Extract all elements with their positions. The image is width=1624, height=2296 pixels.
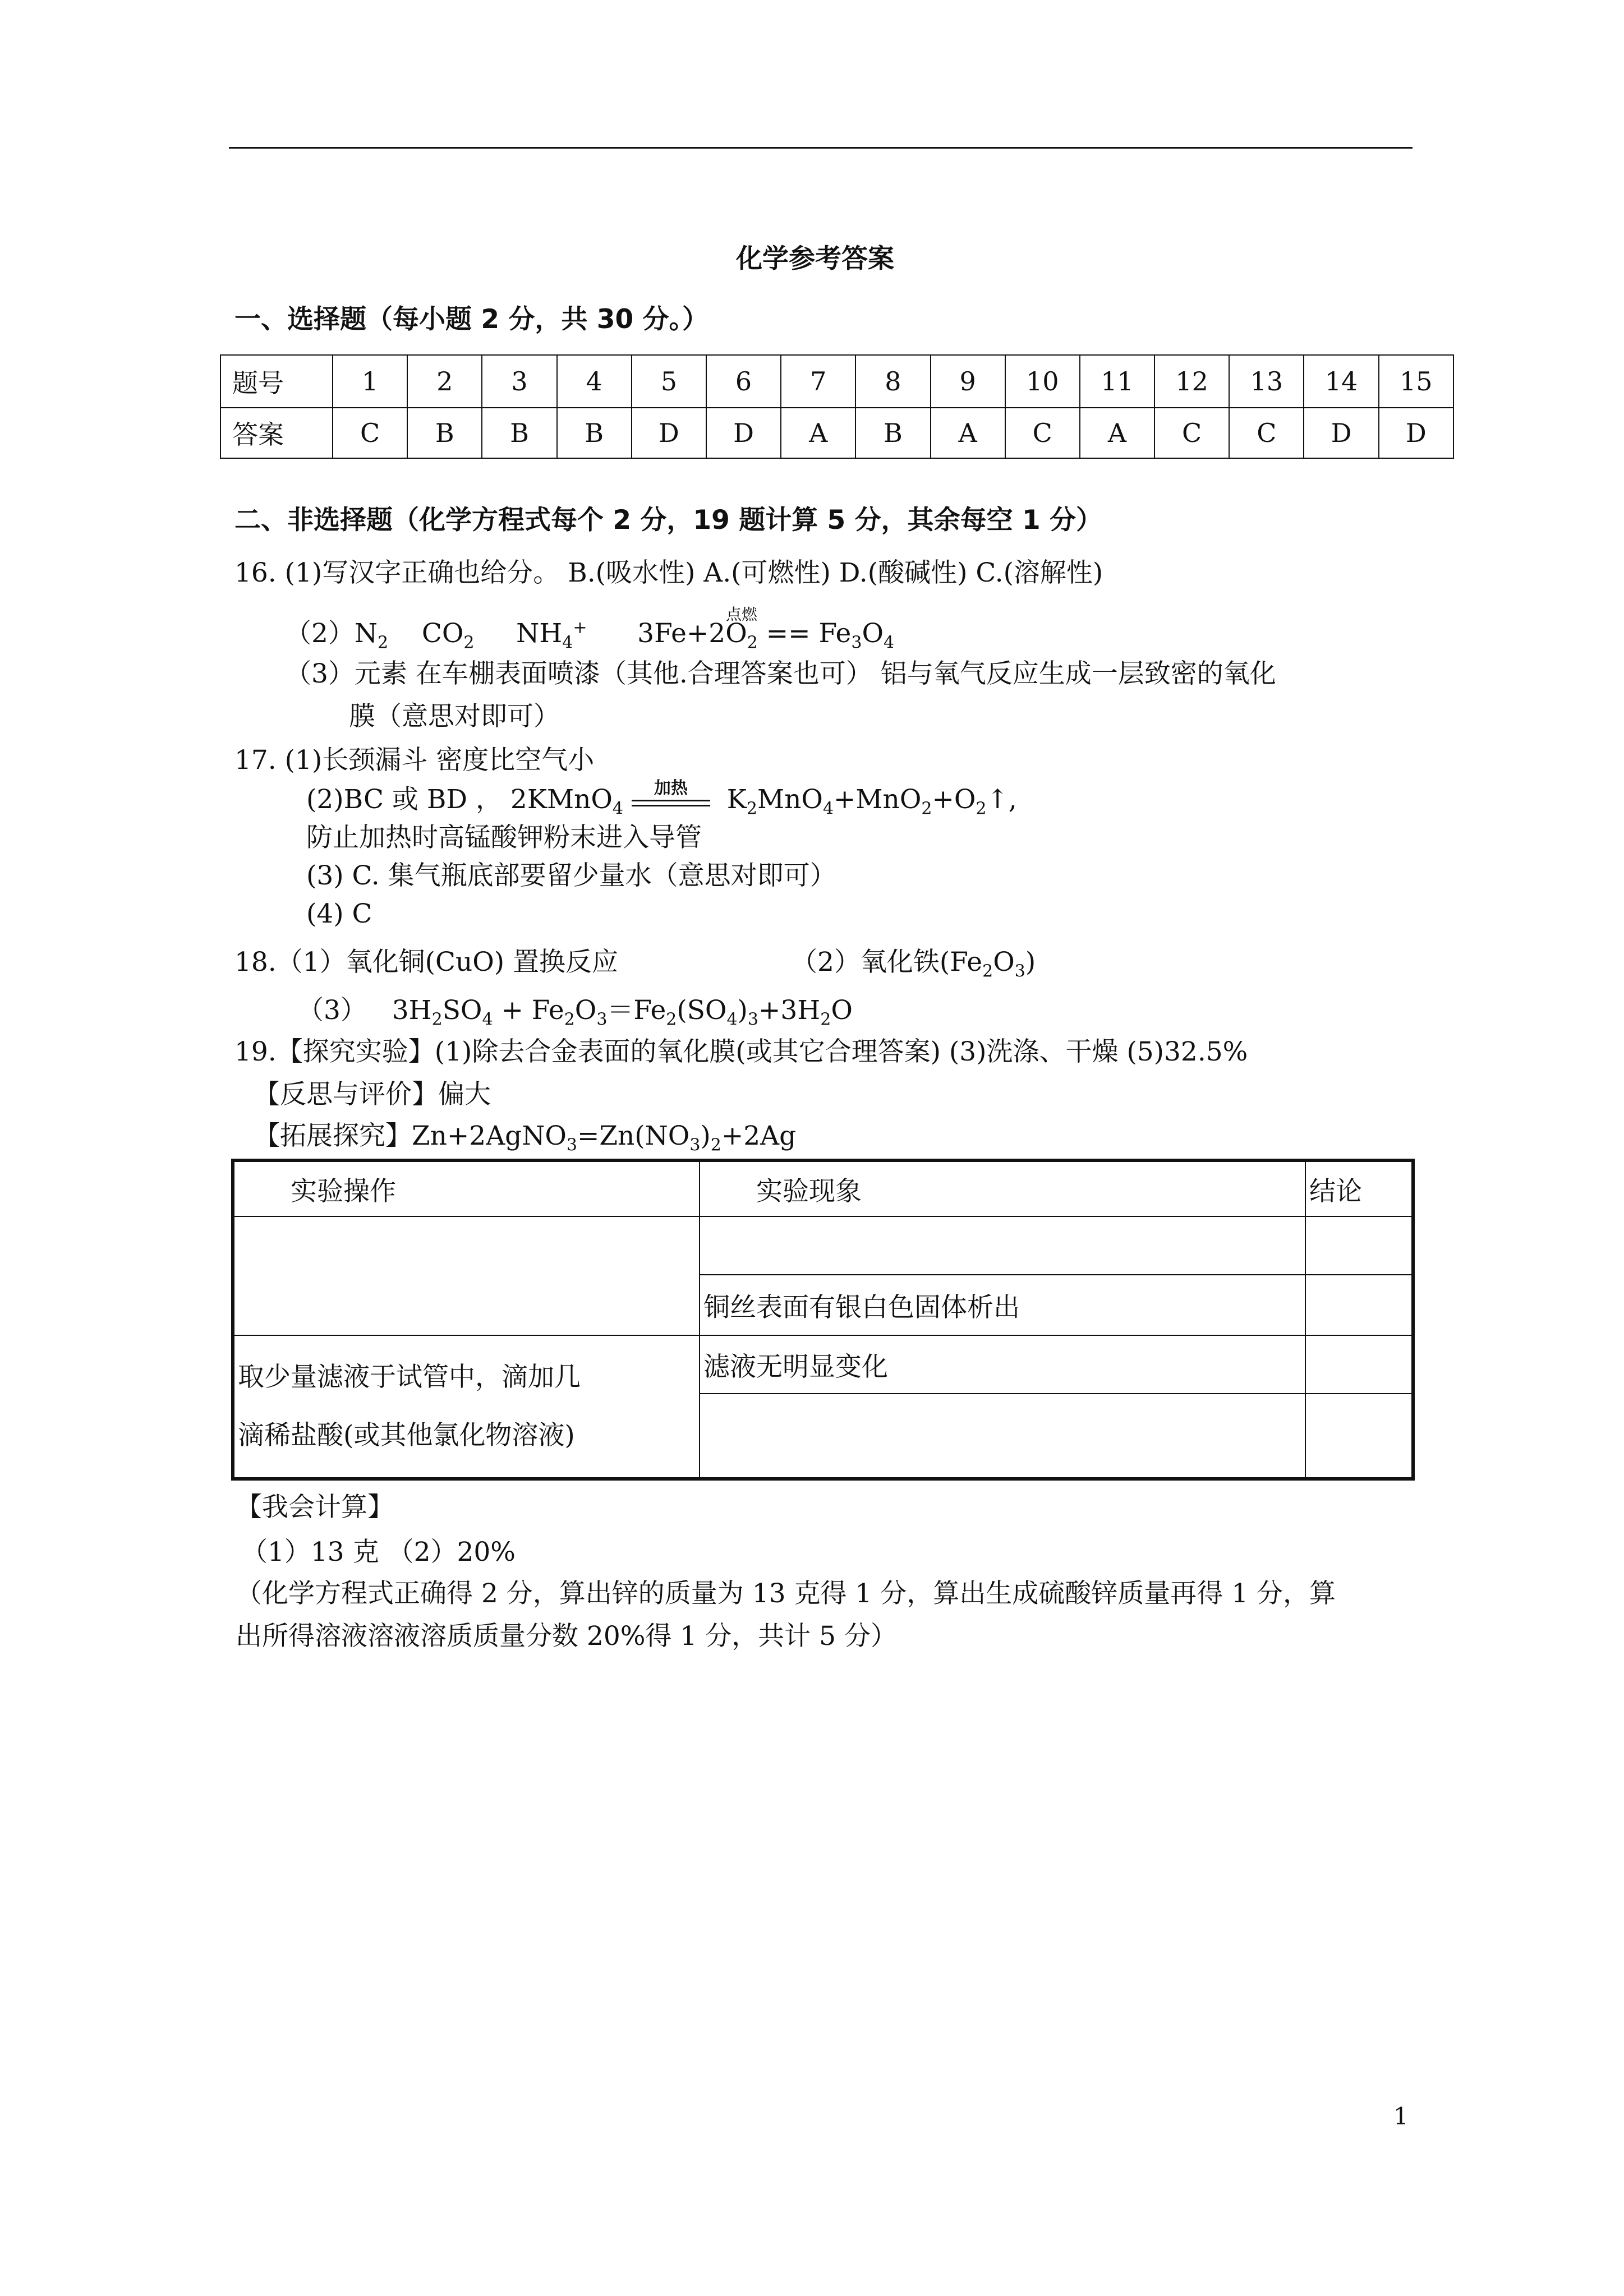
- grid-cell: 14: [1304, 355, 1378, 408]
- grid-cell: A: [931, 408, 1005, 458]
- conclusion-cell-empty: [1305, 1335, 1413, 1394]
- conclusion-cell-empty: [1305, 1275, 1413, 1335]
- operation-line: 取少量滤液于试管中，滴加几: [238, 1362, 581, 1393]
- grid-cell: C: [1154, 408, 1229, 458]
- numbers-row: [220, 355, 1453, 408]
- section2-heading: 二、非选择题（化学方程式每个 2 分，19 题计算 5 分，其余每空 1 分）: [234, 505, 1103, 536]
- grid-cell: A: [781, 408, 855, 458]
- q16-part2: $(2)N_2$ $CO_2$ $NH_4^+$ $3Fe+2O_2$ 点燃 == $Fe_3O_4$: [285, 617, 894, 651]
- grid-cell: 3: [482, 355, 556, 408]
- ignite-label: 点燃: [726, 605, 758, 624]
- header-rule: [229, 147, 1413, 149]
- table-row: [233, 1216, 1413, 1275]
- q17-part3: (3) C. 集气瓶底部要留少量水（意思对即可）: [306, 860, 836, 891]
- calc-heading: 【我会计算】: [236, 1492, 394, 1523]
- q18-part2-label: （2）氧化铁(Fe: [791, 947, 983, 978]
- header-operation: 实验操作: [233, 1160, 700, 1216]
- grid-cell: 10: [1005, 355, 1080, 408]
- q16-line1: 16. (1)写汉字正确也给分。 B.(吸水性) A.(可燃性) D.(酸碱性) C.(溶解性): [234, 557, 1103, 588]
- grid-cell: D: [1304, 408, 1378, 458]
- q17-part2-prefix: (2)BC 或 BD ， 2KMnO: [306, 784, 613, 815]
- grid-cell: 12: [1154, 355, 1229, 408]
- q18-part1: 18.（1）氧化铜(CuO) 置换反应: [234, 947, 619, 978]
- q16-part3: （3）元素 在车棚表面喷漆（其他.合理答案也可） 铝与氧气反应生成一层致密的氧化: [285, 658, 1276, 689]
- q18-part2: （2）氧化铁$(Fe_2O_3)$: [791, 947, 1036, 981]
- q19-reflect: 【反思与评价】偏大: [254, 1079, 491, 1110]
- operation-line: 滴稀盐酸(或其他氯化物溶液): [238, 1420, 575, 1451]
- answer-grid: [220, 354, 1454, 459]
- conclusion-cell-empty: [1305, 1394, 1413, 1479]
- calc-note-line1: （化学方程式正确得 2 分，算出锌的质量为 13 克得 1 分，算出生成硫酸锌质量再得 1 分，算: [236, 1578, 1336, 1609]
- grid-cell: B: [407, 408, 482, 458]
- grid-cell: 7: [781, 355, 855, 408]
- header-conclusion: 结论: [1305, 1160, 1413, 1216]
- row-label-answer: 答案: [220, 408, 333, 458]
- calc-note-line2: 出所得溶液溶液溶质质量分数 20%得 1 分，共计 5 分）: [236, 1621, 897, 1652]
- grid-cell: 2: [407, 355, 482, 408]
- grid-cell: 4: [557, 355, 632, 408]
- grid-cell: B: [557, 408, 632, 458]
- q19-extension-prefix: 【拓展探究】Zn+2AgNO: [254, 1121, 567, 1151]
- grid-cell: 15: [1379, 355, 1453, 408]
- grid-cell: 6: [706, 355, 781, 408]
- q19-line1: 19.【探究实验】(1)除去合金表面的氧化膜(或其它合理答案) (3)洗涤、干燥 (5)32.5%: [234, 1036, 1248, 1067]
- phenomenon-cell: 滤液无明显变化: [700, 1335, 1305, 1394]
- q17-part2-note: 防止加热时高锰酸钾粉末进入导管: [306, 822, 702, 853]
- answers-row: [220, 408, 1453, 458]
- table-row: [233, 1335, 1413, 1394]
- grid-cell: 13: [1229, 355, 1304, 408]
- grid-cell: 1: [333, 355, 407, 408]
- q16-part3-cont: 膜（意思对即可）: [349, 701, 560, 732]
- grid-cell: B: [855, 408, 930, 458]
- heat-label: 加热: [654, 778, 688, 798]
- grid-cell: 11: [1080, 355, 1154, 408]
- page-number: 1: [1393, 2103, 1409, 2130]
- grid-cell: C: [1229, 408, 1304, 458]
- grid-cell: A: [1080, 408, 1154, 458]
- calc-answer: （1）13 克 （2）20%: [241, 1537, 516, 1567]
- q18-part3: （3） $3H_2SO_4 + Fe_2O_3=Fe_2(SO_4)_3+3H_2O$: [297, 995, 853, 1030]
- grid-cell: 9: [931, 355, 1005, 408]
- grid-cell: D: [706, 408, 781, 458]
- conclusion-cell-empty: [1305, 1216, 1413, 1275]
- phenomenon-cell: 铜丝表面有银白色固体析出: [700, 1275, 1305, 1335]
- page-title: 化学参考答案: [736, 243, 894, 274]
- grid-cell: 5: [632, 355, 706, 408]
- q17-part4: (4) C: [306, 898, 372, 929]
- q19-extension: 【拓展探究】$Zn+2AgNO_3=Zn(NO_3)_2+2Ag$: [254, 1121, 797, 1155]
- experiment-table: [231, 1159, 1415, 1481]
- grid-cell: C: [1005, 408, 1080, 458]
- row-label-number: 题号: [220, 355, 333, 408]
- q17-line1: 17. (1)长颈漏斗 密度比空气小: [234, 745, 595, 776]
- grid-cell: D: [632, 408, 706, 458]
- grid-cell: C: [333, 408, 407, 458]
- grid-cell: D: [1379, 408, 1453, 458]
- phenomenon-cell-empty: [700, 1216, 1305, 1275]
- phenomenon-cell-empty: [700, 1394, 1305, 1479]
- section1-heading: 一、选择题（每小题 2 分，共 30 分。）: [234, 304, 709, 335]
- heat-condition: [632, 778, 710, 806]
- grid-cell: 8: [855, 355, 930, 408]
- operation-cell: [233, 1335, 700, 1479]
- header-phenomenon: 实验现象: [700, 1160, 1305, 1216]
- grid-cell: B: [482, 408, 556, 458]
- q16-part2-label: （2）: [285, 618, 355, 649]
- operation-cell-empty: [233, 1216, 700, 1335]
- q17-part2: (2)BC 或 BD ， 2KMnO$_4$ 加热 $K_2MnO_4+MnO_2+O_2↑$,: [306, 783, 1017, 817]
- table-header-row: [233, 1160, 1413, 1216]
